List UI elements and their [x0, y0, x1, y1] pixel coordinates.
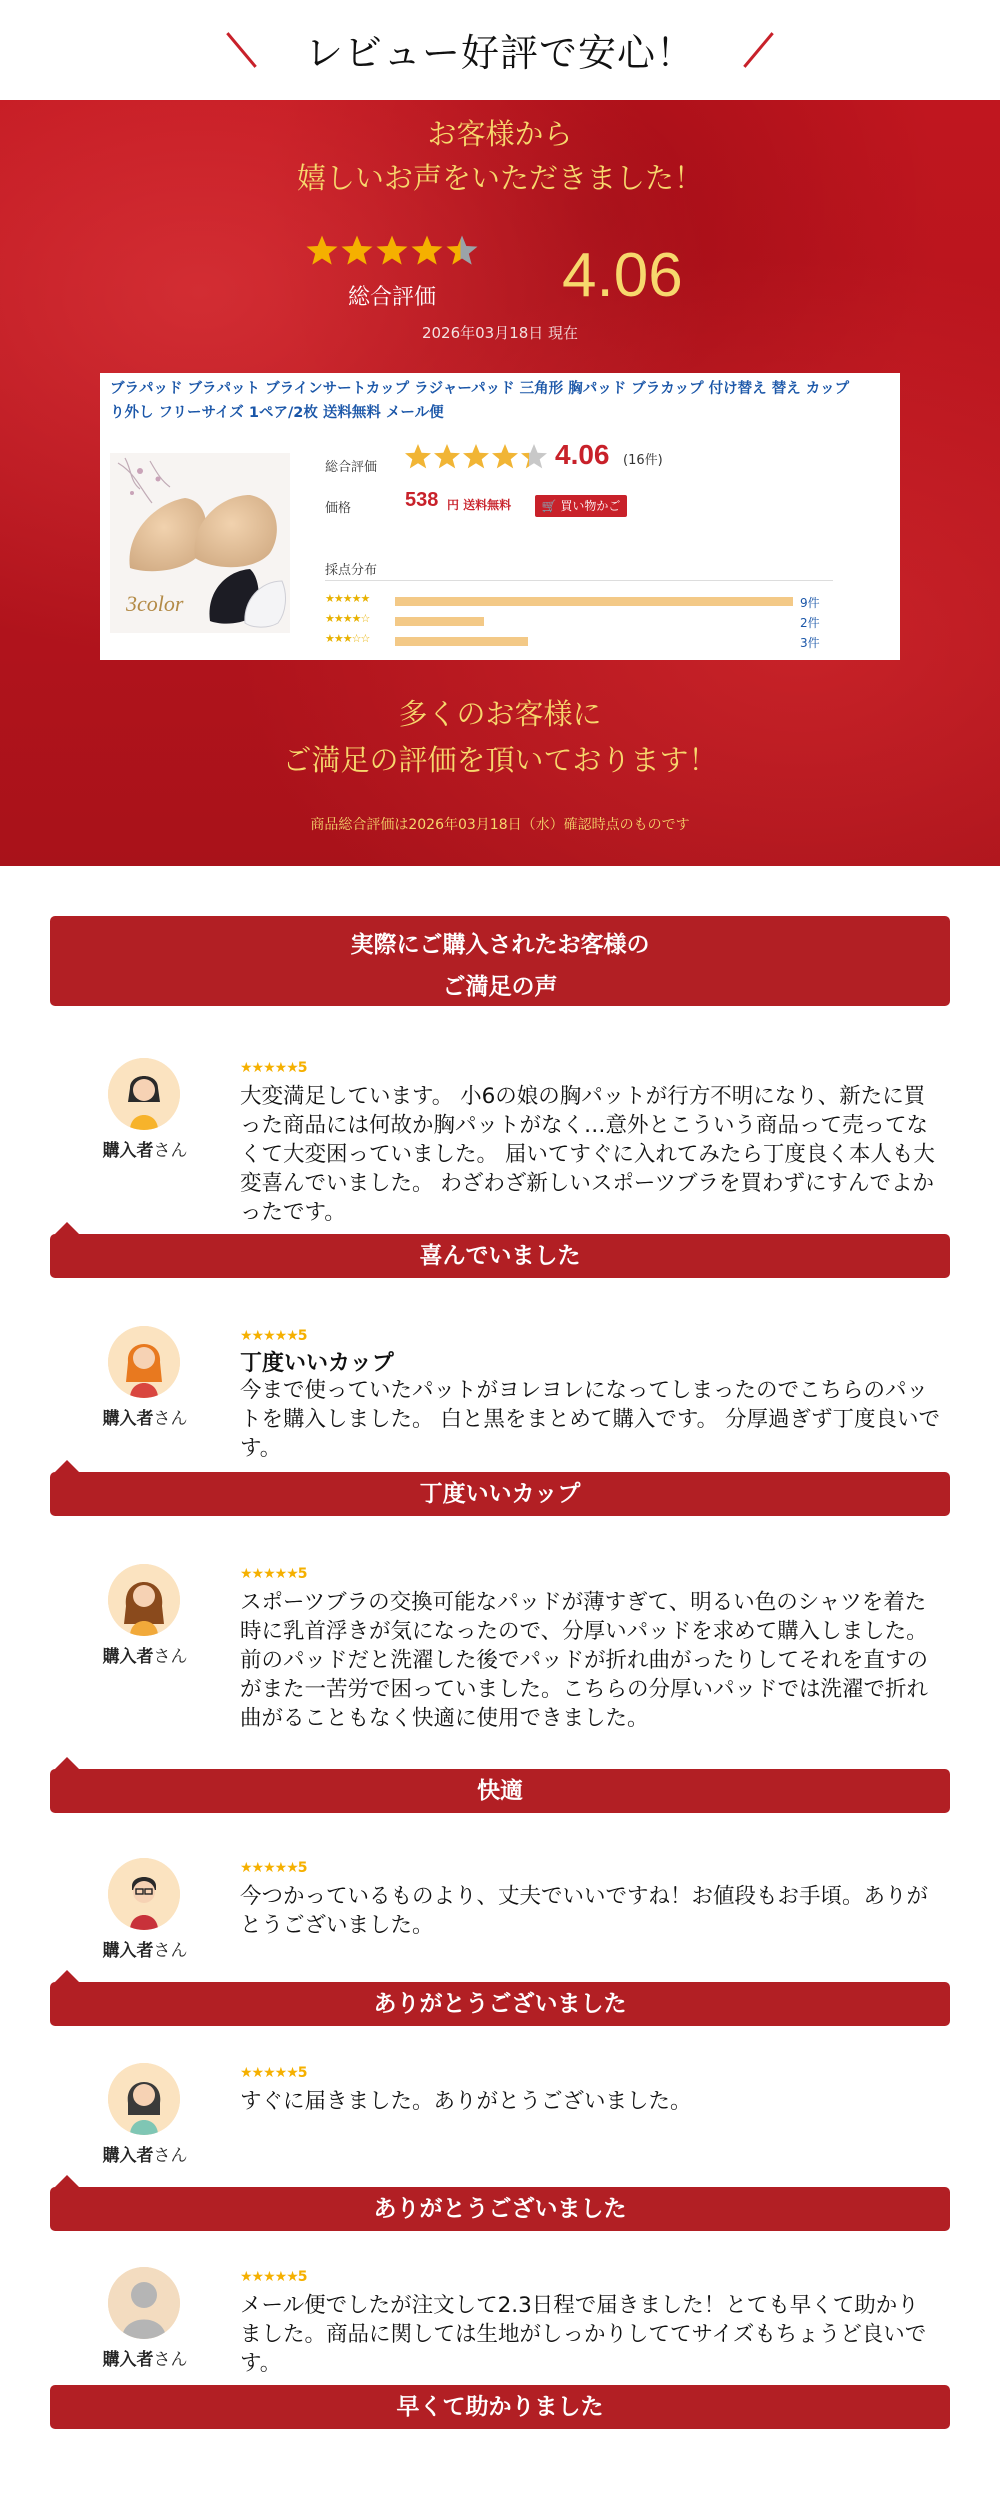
review-stars: ★★★★★5: [240, 1566, 307, 1582]
tag-notch: [55, 1757, 79, 1769]
review-body: 今まで使っていたパットがヨレヨレになってしまったのでこちらのパットを購入しました。 白と黒をまとめて購入です。 分厚過ぎず丁度良いです。: [240, 1378, 940, 1461]
distribution-label: 採点分布: [325, 563, 378, 578]
page-header: [0, 0, 1000, 100]
product-rating-value: 4.06: [555, 439, 610, 470]
review-body: すぐに届きました。ありがとうございました。: [240, 2089, 692, 2114]
review-tag: 喜んでいました: [50, 1234, 950, 1278]
distribution-stars: ★★★★☆: [325, 612, 370, 625]
cart-button-label: 買い物かご: [560, 499, 621, 513]
banner-note: 商品総合評価は2026年03月18日（水）確認時点のものです: [310, 817, 690, 833]
review-body: スポーツブラの交換可能なパッドが薄すぎて、明るい色のシャツを着た時に乳首浮きが気になったので、分厚いパッドを求めて購入しました。前のパッドだと洗濯した後でパッドが折れ曲がったりしてそれを直すのがまた一苦労で困っていました。こちらの分厚いパッドでは洗濯で折れ曲がることもなく快適に使用できました。: [240, 1590, 929, 1731]
distribution-count[interactable]: 9件: [800, 596, 820, 610]
distribution-stars: ★★★☆☆: [325, 632, 370, 645]
buyer-name: 購入者さん: [102, 1941, 188, 1961]
review-body: メール便でしたが注文して2.3日程で届きました！とても早くて助かりました。商品に関しては生地がしっかりしててサイズもちょうど良いです。: [240, 2293, 927, 2376]
color-count-caption: 3color: [126, 591, 184, 616]
rating-banner: [0, 100, 1000, 866]
overall-rating-label: 総合評価: [347, 285, 436, 310]
product-title-line-1[interactable]: ブラパッド ブラパット ブラインサートカップ ラジャーパッド 三角形 胸パッド ブラカップ 付け替え 替え カップ: [110, 381, 850, 397]
tag-notch: [55, 2175, 79, 2187]
distribution-count[interactable]: 3件: [800, 636, 820, 650]
avatar-icon: [108, 1858, 180, 1930]
review-stars: ★★★★★5: [240, 2269, 307, 2285]
cart-icon: 🛒: [541, 499, 557, 513]
review-body: 大変満足しています。 小6の娘の胸パットが行方不明になり、新たに買った商品には何故か胸パットがなく…意外とこういう商品って売ってなくて大変困っていました。 届いてすぐに入れてみたら丁度良く本人も大変喜んでいました。 わざわざ新しいスポーツブラを買わずにすんでよかったです。: [240, 1084, 935, 1225]
buyer-name: 購入者さん: [102, 1141, 188, 1161]
voices-heading-line-2: ご満足の声: [442, 974, 558, 1000]
product-card[interactable]: [100, 373, 900, 660]
page-title: レビュー好評で安心！: [304, 31, 695, 75]
review-stars: ★★★★★5: [240, 1860, 307, 1876]
price-label: 価格: [325, 501, 352, 516]
distribution-bar: [395, 637, 528, 646]
review-stars: ★★★★★5: [240, 1328, 307, 1344]
review-tag: 丁度いいカップ: [50, 1472, 950, 1516]
distribution-bar: [395, 597, 793, 606]
review-title: 丁度いいカップ: [240, 1351, 394, 1376]
review-tag: 快適: [50, 1769, 950, 1813]
tag-notch: [55, 1970, 79, 1982]
rating-date: 2026年03月18日 現在: [421, 324, 579, 342]
banner-line-3: 多くのお客様に: [398, 697, 602, 731]
avatar-icon: [108, 1058, 180, 1130]
distribution-count[interactable]: 2件: [800, 616, 820, 630]
buyer-name: 購入者さん: [102, 2350, 188, 2370]
product-image[interactable]: [110, 453, 290, 633]
tag-notch: [55, 1222, 79, 1234]
tag-notch: [55, 1460, 79, 1472]
review-body: 今つかっているものより、丈夫でいいですね！お値段もお手頃。ありがとうございました。: [240, 1884, 929, 1938]
price-value: 538: [405, 489, 439, 511]
distribution-row[interactable]: [325, 632, 865, 652]
product-stars-icon: [404, 443, 554, 473]
cart-button[interactable]: [535, 495, 627, 517]
buyer-name: 購入者さん: [102, 1647, 188, 1667]
avatar-icon: [108, 2267, 180, 2339]
buyer-name: 購入者さん: [102, 1409, 188, 1429]
overall-rating-value: 4.06: [562, 241, 683, 310]
product-review-count[interactable]: (16件): [623, 453, 663, 468]
overall-stars-icon: [305, 234, 481, 270]
price-unit: 円 送料無料: [447, 498, 512, 512]
banner-line-1: お客様から: [427, 117, 573, 151]
banner-line-2: 嬉しいお声をいただきました！: [296, 161, 703, 195]
voices-heading: [50, 916, 950, 1006]
avatar-icon: [108, 1564, 180, 1636]
distribution-bar: [395, 617, 484, 626]
review-tag: ありがとうございました: [50, 2187, 950, 2231]
avatar-icon: [108, 2063, 180, 2135]
avatar-icon: [108, 1326, 180, 1398]
voices-heading-line-1: 実際にご購入されたお客様の: [350, 932, 650, 958]
product-title-line-2[interactable]: り外し フリーサイズ 1ペア/2枚 送料無料 メール便: [110, 405, 444, 421]
distribution-row[interactable]: [325, 592, 865, 612]
banner-line-4: ご満足の評価を頂いております！: [282, 743, 718, 777]
distribution-stars: ★★★★★: [325, 592, 370, 605]
review-stars: ★★★★★5: [240, 2065, 307, 2081]
review-stars: ★★★★★5: [240, 1060, 307, 1076]
review-tag: ありがとうございました: [50, 1982, 950, 2026]
review-tag: 早くて助かりました: [50, 2385, 950, 2429]
distribution-divider: [325, 580, 833, 581]
product-overall-label: 総合評価: [325, 460, 378, 475]
distribution-row[interactable]: [325, 612, 865, 632]
buyer-name: 購入者さん: [102, 2146, 188, 2166]
